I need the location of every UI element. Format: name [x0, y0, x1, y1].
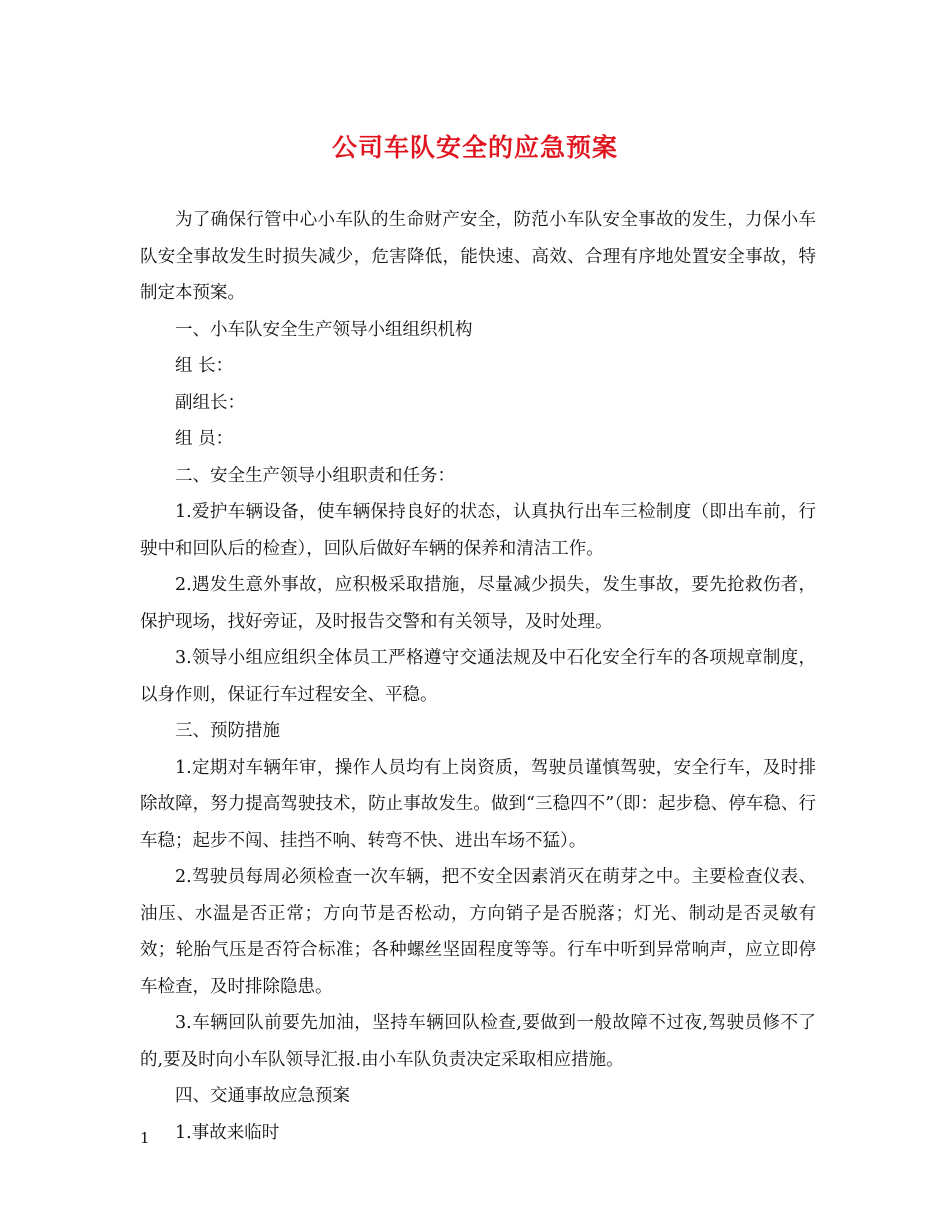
prevention-item-3: 3.车辆回队前要先加油，坚持车辆回队检查,要做到一般故障不过夜,驾驶员修不了的,要及时向小车队领导汇报.由小车队负责决定采取相应措施。: [140, 1013, 816, 1070]
duty-item-1: 1.爱护车辆设备，使车辆保持良好的状态，认真执行出车三检制度（即出车前，行驶中和回队后的检查），回队后做好车辆的保养和清洁工作。: [140, 502, 816, 559]
section-heading-emergency: 四、交通事故应急预案: [175, 1086, 350, 1106]
section-heading-duties: 二、安全生产领导小组职责和任务：: [175, 465, 455, 486]
emergency-item-1: 1.事故来临时: [175, 1122, 280, 1143]
page-number: 1: [140, 1129, 150, 1147]
prevention-item-1: 1.定期对车辆年审，操作人员均有上岗资质，驾驶员谨慎驾驶，安全行车，及时排除故障，努力提高驾驶技术，防止事故发生。做到“三稳四不”（即：起步稳、停车稳、行车稳；起步不闯、挂挡不响、转弯不快、进出车场不猛）。: [140, 757, 816, 851]
duty-item-2: 2.遇发生意外事故，应积极采取措施，尽量减少损失，发生事故，要先抢救伤者，保护现场，找好旁证，及时报告交警和有关领导，及时处理。: [140, 575, 816, 632]
team-leader-line: 组 长：: [175, 356, 234, 376]
section-heading-prevention: 三、预防措施: [175, 721, 280, 741]
document-body: [140, 202, 816, 1151]
deputy-leader-line: 副组长：: [175, 392, 245, 413]
intro-paragraph: 为了确保行管中心小车队的生命财产安全，防范小车队安全事故的发生，力保小车队安全事故发生时损失减少，危害降低，能快速、高效、合理有序地处置安全事故，特制定本预案。: [140, 210, 816, 303]
section-heading-organization: 一、小车队安全生产领导小组组织机构: [175, 319, 473, 340]
team-members-line: 组 员：: [175, 429, 234, 449]
duty-item-3: 3.领导小组应组织全体员工严格遵守交通法规及中石化安全行车的各项规章制度，以身作则，保证行车过程安全、平稳。: [140, 648, 816, 705]
prevention-item-2: 2.驾驶员每周必须检查一次车辆，把不安全因素消灭在萌芽之中。主要检查仪表、油压、水温是否正常；方向节是否松动，方向销子是否脱落；灯光、制动是否灵敏有效；轮胎气压是否符合标准；各种螺丝坚固程度等等。行车中听到异常响声，应立即停车检查，及时排除隐患。: [140, 867, 816, 997]
document-title: 公司车队安全的应急预案: [331, 133, 618, 162]
